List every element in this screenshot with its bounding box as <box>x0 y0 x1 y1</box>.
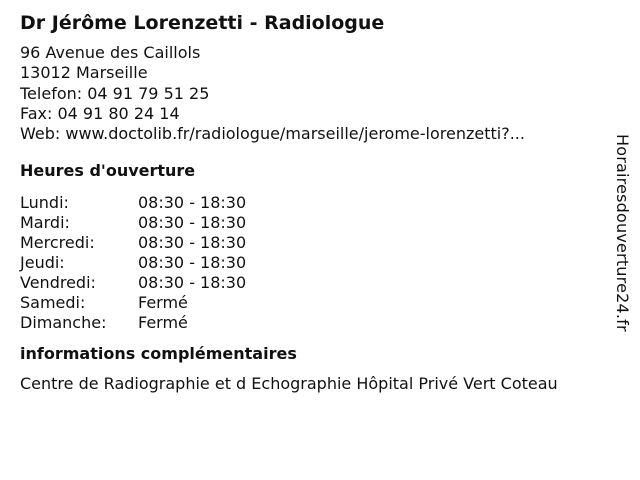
hours-time: 08:30 - 18:30 <box>138 213 247 233</box>
hours-row-dimanche <box>20 313 610 333</box>
hours-day: Mardi: <box>20 213 70 233</box>
phone-number: Telefon: 04 91 79 51 25 <box>20 83 210 103</box>
hours-time: 08:30 - 18:30 <box>138 273 247 293</box>
hours-day: Lundi: <box>20 193 69 213</box>
hours-time: 08:30 - 18:30 <box>138 193 247 213</box>
hours-time: Fermé <box>138 293 188 313</box>
hours-time: 08:30 - 18:30 <box>138 233 247 253</box>
hours-row-vendredi <box>20 273 610 293</box>
hours-row-samedi <box>20 293 610 313</box>
site-watermark: Horairesdouverture24.fr <box>613 134 632 332</box>
hours-day: Mercredi: <box>20 233 95 253</box>
opening-hours-heading: Heures d'ouverture <box>20 161 196 181</box>
fax-number: Fax: 04 91 80 24 14 <box>20 103 180 123</box>
additional-info-text: Centre de Radiographie et d Echographie Hôpital Privé Vert Coteau <box>20 374 558 394</box>
hours-time: 08:30 - 18:30 <box>138 253 247 273</box>
hours-day: Jeudi: <box>20 253 65 273</box>
hours-row-jeudi <box>20 253 610 273</box>
hours-row-mercredi <box>20 233 610 253</box>
hours-day: Vendredi: <box>20 273 96 293</box>
hours-day: Samedi: <box>20 293 86 313</box>
hours-row-mardi <box>20 213 610 233</box>
opening-hours-table <box>20 193 610 333</box>
street-address: 96 Avenue des Caillols <box>20 43 201 62</box>
hours-time: Fermé <box>138 313 188 333</box>
hours-row-lundi <box>20 193 610 213</box>
city-address: 13012 Marseille <box>20 63 148 83</box>
business-card <box>20 10 610 394</box>
website-link[interactable]: Web: www.doctolib.fr/radiologue/marseille/jerome-lorenzetti?... <box>20 124 525 144</box>
page-title: Dr Jérôme Lorenzetti - Radiologue <box>20 12 385 34</box>
contact-block <box>20 43 610 144</box>
hours-day: Dimanche: <box>20 313 107 333</box>
additional-info-heading: informations complémentaires <box>20 344 297 364</box>
